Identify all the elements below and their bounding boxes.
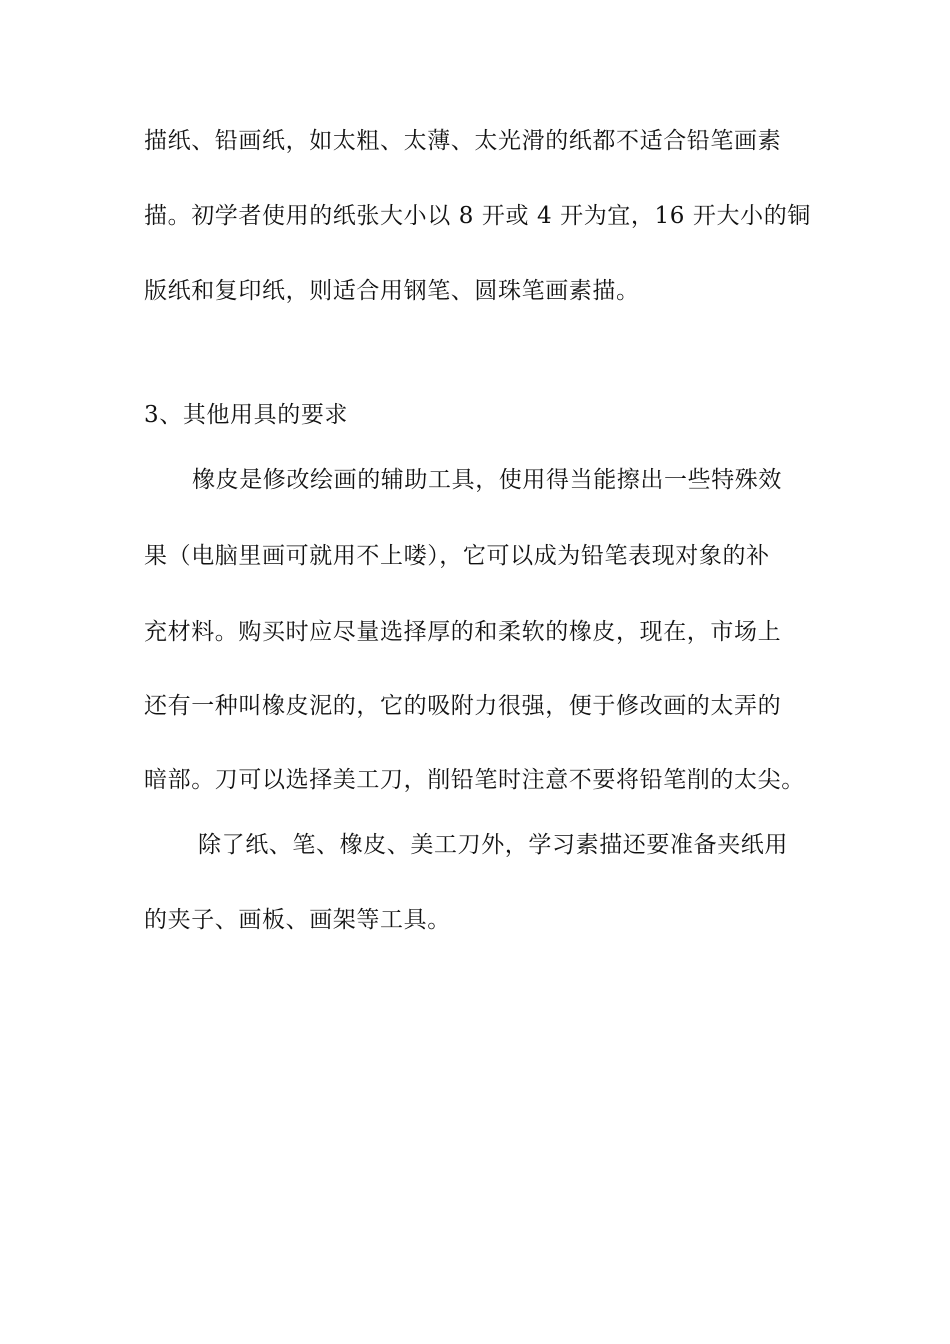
paragraph1-line2: 描。初学者使用的纸张大小以 8 开或 4 开为宜，16 开大小的铜 bbox=[144, 203, 811, 229]
paragraph2-line3: 充材料。购买时应尽量选择厚的和柔软的橡皮，现在，市场上 bbox=[144, 619, 782, 645]
paragraph1-line1: 描纸、铅画纸，如太粗、太薄、太光滑的纸都不适合铅笔画素 bbox=[144, 128, 782, 154]
paragraph2-line5: 暗部。刀可以选择美工刀，削铅笔时注意不要将铅笔削的太尖。 bbox=[144, 767, 805, 793]
paragraph1-line3: 版纸和复印纸，则适合用钢笔、圆珠笔画素描。 bbox=[144, 278, 640, 304]
paragraph3-line1: 除了纸、笔、橡皮、美工刀外，学习素描还要准备夹纸用 bbox=[198, 832, 788, 858]
paragraph2-line1: 橡皮是修改绘画的辅助工具，使用得当能擦出一些特殊效 bbox=[192, 467, 782, 493]
paragraph3-line2: 的夹子、画板、画架等工具。 bbox=[144, 907, 451, 933]
paragraph2-line4: 还有一种叫橡皮泥的，它的吸附力很强，便于修改画的太弄的 bbox=[144, 693, 782, 719]
section-heading: 3、其他用具的要求 bbox=[144, 402, 349, 428]
paragraph2-line2: 果（电脑里画可就用不上喽），它可以成为铅笔表现对象的补 bbox=[144, 543, 770, 569]
